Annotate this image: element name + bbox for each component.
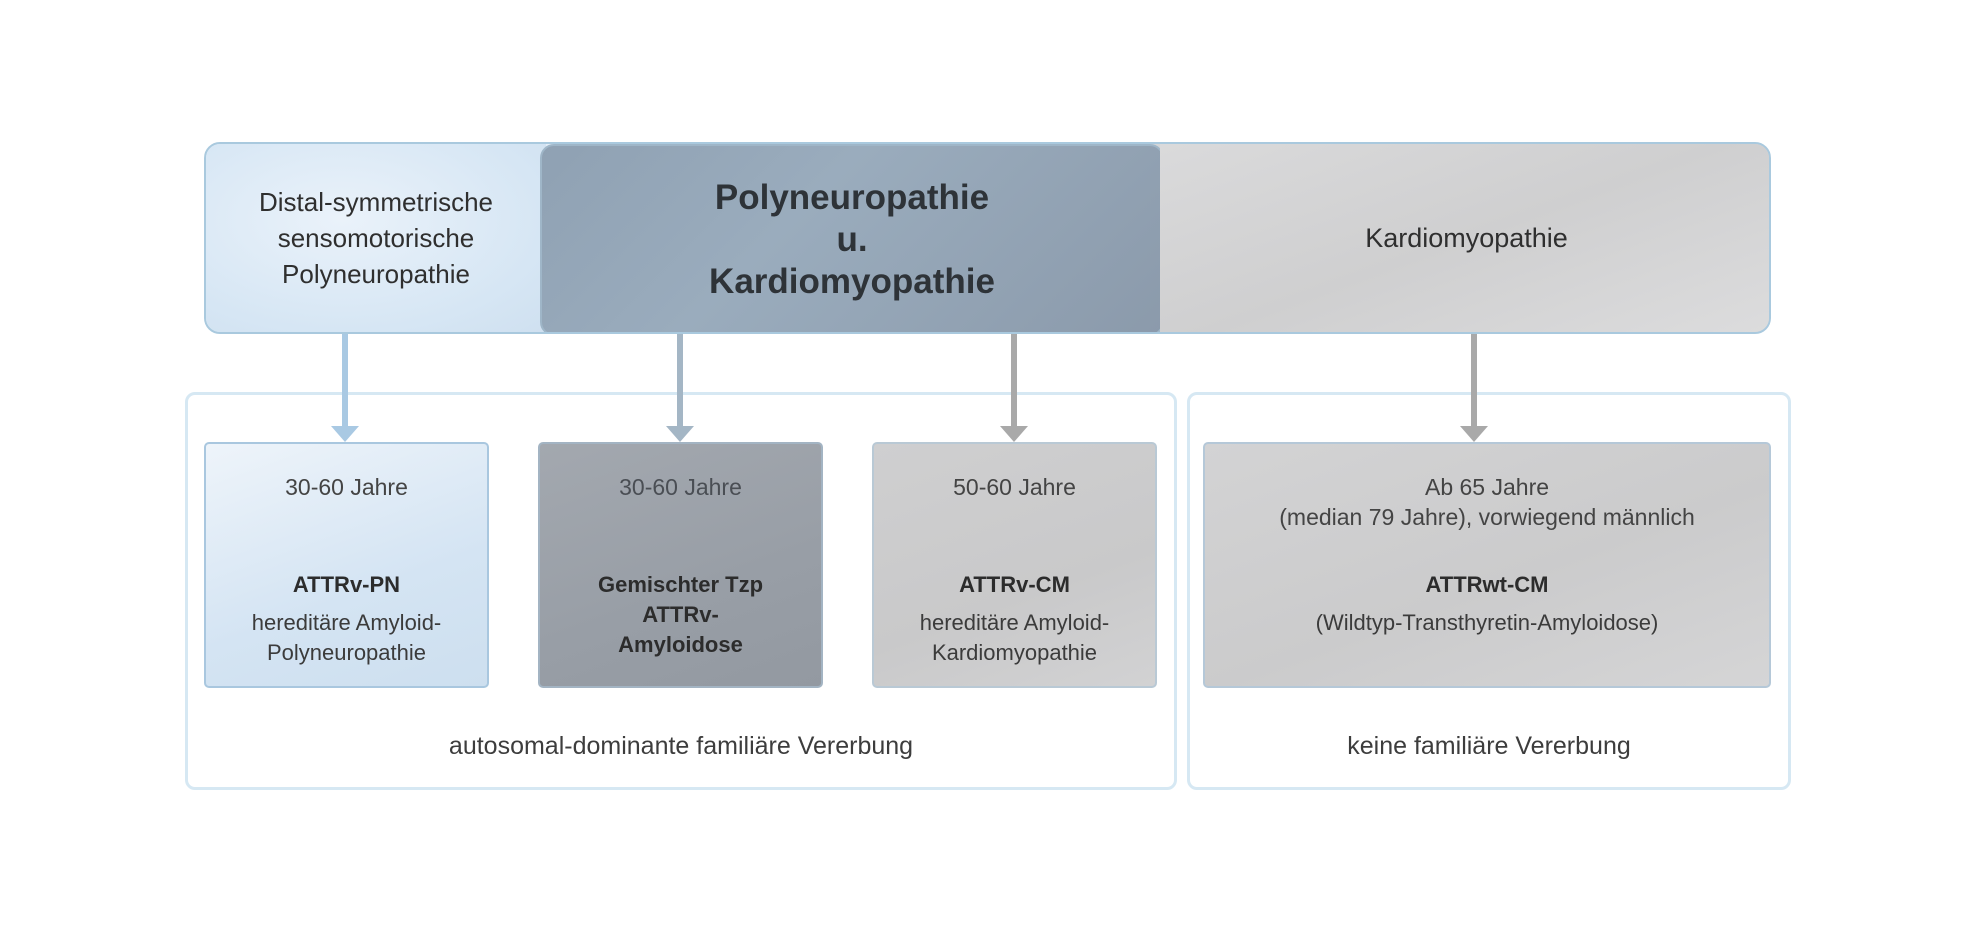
phenotype-polyneuropathy-label: Distal-symmetrische sensomotorische Polyneuropathie (258, 187, 494, 289)
box-attrwt-cm-name: ATTRwt-CM (1425, 572, 1549, 597)
group-nonfamilial-label: keine familiäre Vererbung (1347, 732, 1631, 760)
phenotype-cardiomyopathy-label: Kardiomyopathie (1365, 222, 1568, 253)
box-attrv-cm-age: 50-60 Jahre (953, 474, 1076, 500)
box-attrwt-cm (1203, 442, 1771, 688)
phenotype-mixed-label: Polyneuropathie u. Kardiomyopathie (709, 178, 995, 301)
box-attrwt-cm-age-line1: Ab 65 Jahre (1424, 474, 1550, 500)
box-attrv-pn-desc: hereditäre Amyloid-Polyneuropathie (251, 610, 442, 665)
box-attrv-cm (872, 442, 1157, 688)
box-attrv-cm-name: ATTRv-CM (959, 572, 1070, 597)
box-attrv-pn (204, 442, 489, 688)
box-attrv-cm-desc: hereditäre Amyloid-Kardiomyopathie (919, 610, 1110, 665)
box-attrv-mixed-age: 30-60 Jahre (619, 474, 742, 500)
arrow-wt (1460, 334, 1488, 442)
arrow-mixed (666, 334, 694, 442)
box-attrwt-cm-age-line2: (median 79 Jahre), vorwiegend männlich (1279, 504, 1695, 530)
box-attrv-mixed (538, 442, 823, 688)
box-attrv-pn-name: ATTRv-PN (292, 572, 401, 597)
group-familial-label: autosomal-dominante familiäre Vererbung (448, 732, 914, 760)
arrow-pn (331, 334, 359, 442)
box-attrwt-cm-desc: (Wildtyp-Transthyretin-Amyloidose) (1315, 610, 1659, 635)
box-attrv-pn-age: 30-60 Jahre (285, 474, 408, 500)
box-attrv-mixed-name: Gemischter Tzp ATTRv-Amyloidose (597, 572, 764, 657)
arrow-cm (1000, 334, 1028, 442)
